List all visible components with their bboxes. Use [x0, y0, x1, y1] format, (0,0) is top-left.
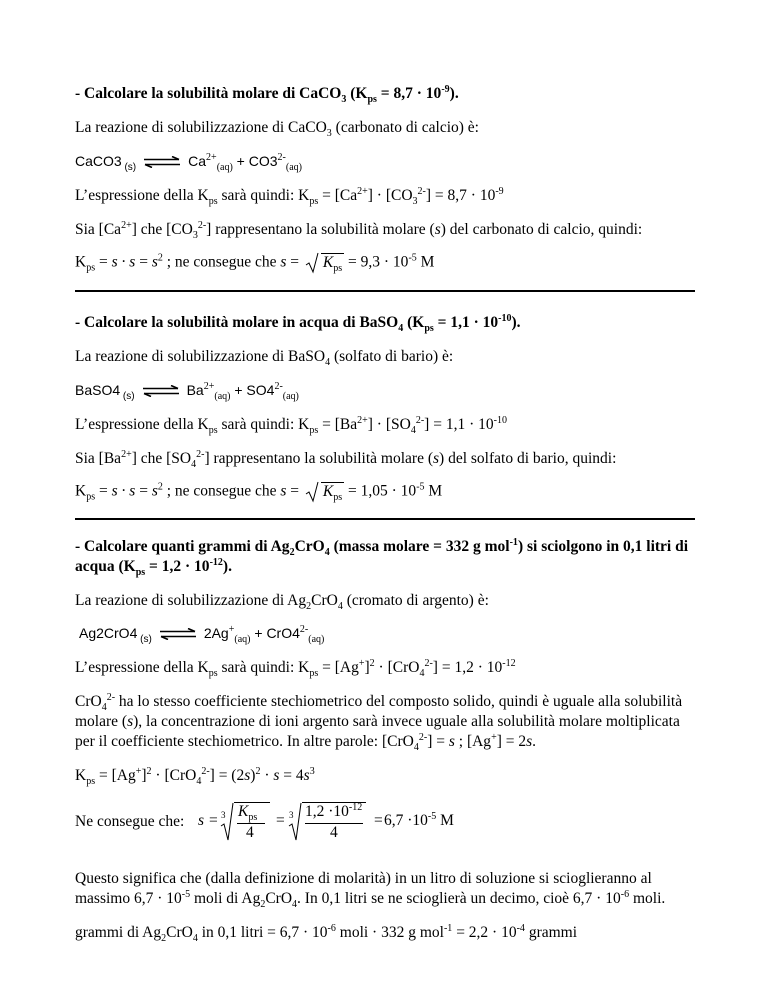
section-3-kps-expression: L’espressione della $K_{ps}$ sarà quindi: $K_{ps} = [Ag^+]^2 \cdot [CrO_4^{2-}] = 1,2 \cdot 10^{-12}$ — [75, 657, 516, 680]
cube-root-icon — [288, 802, 302, 842]
section-3-intro: La reazione di solubilizzazione di $Ag_2CrO_4$ (cromato di argento) è: — [75, 592, 489, 613]
section-3-cube-root-label: Ne consegue che: — [75, 813, 185, 830]
document-page: - Calcolare la solubilità molare di CaCO$_3$ $(K_{ps} = 8,7 \cdot 10^{-9})$. La reazione di solubilizzazione di CaCO$_3$ (carbonato di calcio) è: CaCO3 $_{(s)}$ $Ca^{2+}_{(aq)} + CO3^{2-}_{(aq)}$ L’espressione della $K_{ps}$ sarà quindi: $K_{ps} = [Ca^{2+}] \cdot [CO_3^{2-}] = 8,7 \cdot 10^{-9}$ Sia $[Ca^{2+}]$ che $[CO_3^{2-}]$ rappresentano la solubilità molare (s) del carbonato di calcio, quindi: $K_{ps} = s \cdot s = s^2$ ; ne consegue che $s = K_{ps} = 9,3 \cdot 10^{-5}$ M - Calcolare la solubilità molare in acqua di BaSO$_4$ $(K_{ps} = 1,1 \cdot 10^{-10})$. La reazione di solubilizzazione di BaSO$_4$ (solfato di bario) è: BaSO4 $_{(s)}$ $Ba^{2+}_{(aq)} + SO4^{2-}_{(aq)}$ L’espressione della $K_{ps}$ sarà quindi: $K_{ps} = [Ba^{2+}] \cdot [SO_4^{2-}] = 1,1 \cdot 10^{-10}$ Sia $[Ba^{2+}]$ che $[SO_4^{2-}]$ rappresentano la solubilità molare (s) del solfato di bario, quindi: $K_{ps} = s \cdot s = s^2$ ; ne consegue che $s = K_{ps} = 1,05 \cdot 10^{-5}$ M - Calcolare quanti grammi di $Ag_2CrO_4$ (massa molare = 332 g mol$^{-1}$) si sciolgono in 0,1 litri di acqua $(K_{ps} = 1,2 \cdot 10^{-12})$. La reazione di solubilizzazione di $Ag_2CrO_4$ (cromato di argento) è: Ag2CrO4 $_{(s)}$ $2Ag^+_{(aq)} + CrO4^{2-}_{(aq)}$ L’espressione della $K_{ps}$ sarà quindi: $K_{ps} = [Ag^+]^2 \cdot [CrO_4^{2-}] = 1,2 \cdot 10^{-12}$ CrO$_4^{2-}$ ha lo stesso coefficiente stechiometrico del composto solido, quindi è uguale alla solubilità molare (s), la concentrazione di ioni argento sarà invece uguale alla solubilità molare moltiplicata per il coefficiente stechiometrico. In altre parole: [CrO$_4^{2-}$] = s ; [Ag+] = 2s. $K_{ps} = [Ag^+]^2 \cdot [CrO_4^{2-}] = (2s)^2 \cdot s = 4s^3$ Ne consegue che: s = 3 $K_{ps}$ 4 = 3 $1,2 \cdot 10^{-12}$ 4 = $6,7 \cdot 10^{-5}$ M Questo significa che (dalla definizione di molarità) in un litro di soluzione si scioglieranno al massimo $6,7 \cdot 10^{-5}$ moli di $Ag_2CrO_4$. In 0,1 litri se ne scioglierà un decimo, cioè $6,7 \cdot 10^{-6}$ moli. grammi di $Ag_2CrO_4$ in 0,1 litri = $6,7 \cdot 10^{-6}$ moli · 332 g $mol^{-1} = 2,2 \cdot 10^{-4}$ grammi — [0, 0, 768, 994]
section-divider — [75, 290, 695, 292]
section-1-title: - Calcolare la solubilità molare di CaCO$_3$ $(K_{ps} = 8,7 \cdot 10^{-9})$. — [75, 83, 459, 106]
section-3-kps-derivation: $K_{ps} = [Ag^+]^2 \cdot [CrO_4^{2-}] = (2s)^2 \cdot s = 4s^3$ — [75, 765, 315, 788]
equilibrium-arrow-icon — [142, 156, 182, 168]
section-1-statement: Sia $[Ca^{2+}]$ che $[CO_3^{2-}]$ rappresentano la solubilità molare (s) del carbonato di calcio, quindi: — [75, 219, 643, 242]
section-2-title: - Calcolare la solubilità molare in acqua di BaSO$_4$ $(K_{ps} = 1,1 \cdot 10^{-10})$. — [75, 312, 521, 335]
section-2-statement: Sia $[Ba^{2+}]$ che $[SO_4^{2-}]$ rappresentano la solubilità molare (s) del solfato di bario, quindi: — [75, 448, 617, 471]
section-3-title-line-1: - Calcolare quanti grammi di $Ag_2CrO_4$ (massa molare = 332 g mol$^{-1}$) si sciolgono in 0,1 litri di — [75, 536, 689, 559]
section-3-reaction: Ag2CrO4 $_{(s)}$ $2Ag^+_{(aq)} + CrO4^{2-}_{(aq)}$ — [79, 623, 325, 646]
section-3-paragraph-line-2: molare (s), la concentrazione di ioni argento sarà invece uguale alla solubilità molare moltiplicata — [75, 713, 680, 730]
section-2-intro: La reazione di solubilizzazione di BaSO$_4$ (solfato di bario) è: — [75, 348, 454, 369]
section-1-kps-expression: L’espressione della $K_{ps}$ sarà quindi: $K_{ps} = [Ca^{2+}] \cdot [CO_3^{2-}] = 8,7 \cdot 10^{-9}$ — [75, 185, 504, 208]
section-1-reaction: CaCO3 $_{(s)}$ $Ca^{2+}_{(aq)} + CO3^{2-}_{(aq)}$ — [75, 151, 302, 174]
section-1-intro: La reazione di solubilizzazione di CaCO$_3$ (carbonato di calcio) è: — [75, 119, 479, 140]
section-1-result: $K_{ps} = s \cdot s = s^2$ ; ne consegue che $s = K_{ps} = 9,3 \cdot 10^{-5}$ M — [75, 252, 435, 274]
section-2-kps-expression: L’espressione della $K_{ps}$ sarà quindi: $K_{ps} = [Ba^{2+}] \cdot [SO_4^{2-}] = 1,1 \cdot 10^{-10}$ — [75, 414, 507, 437]
section-3-grams-result: grammi di $Ag_2CrO_4$ in 0,1 litri = $6,7 \cdot 10^{-6}$ moli · 332 g $mol^{-1} = 2,2 \cdot 10^{-4}$ grammi — [75, 922, 578, 945]
cube-root-icon — [220, 802, 234, 842]
section-divider — [75, 518, 695, 520]
section-3-paragraph-line-3: per il coefficiente stechiometrico. In altre parole: [CrO$_4^{2-}$] = s ; [Ag+] = 2s. — [75, 731, 537, 754]
section-3-paragraph-line-1: CrO$_4^{2-}$ ha lo stesso coefficiente stechiometrico del composto solido, quindi è uguale alla solubilità — [75, 691, 683, 714]
section-2-result: $K_{ps} = s \cdot s = s^2$ ; ne consegue che $s = K_{ps} = 1,05 \cdot 10^{-5}$ M — [75, 481, 443, 503]
section-3-title-line-2: acqua $(K_{ps} = 1,2 \cdot 10^{-12})$. — [75, 556, 232, 579]
section-2-reaction: BaSO4 $_{(s)}$ $Ba^{2+}_{(aq)} + SO4^{2-}_{(aq)}$ — [75, 380, 299, 403]
square-root-icon — [305, 481, 319, 503]
section-3-conclusion-line-1: Questo significa che (dalla definizione di molarità) in un litro di soluzione si scioglieranno al — [75, 870, 652, 887]
section-3-conclusion-line-2: massimo $6,7 \cdot 10^{-5}$ moli di $Ag_2CrO_4$. In 0,1 litri se ne scioglierà un decimo, cioè $6,7 \cdot 10^{-6}$ moli. — [75, 888, 666, 911]
square-root-icon — [305, 252, 319, 274]
equilibrium-arrow-icon — [141, 385, 181, 397]
equilibrium-arrow-icon — [158, 628, 198, 640]
